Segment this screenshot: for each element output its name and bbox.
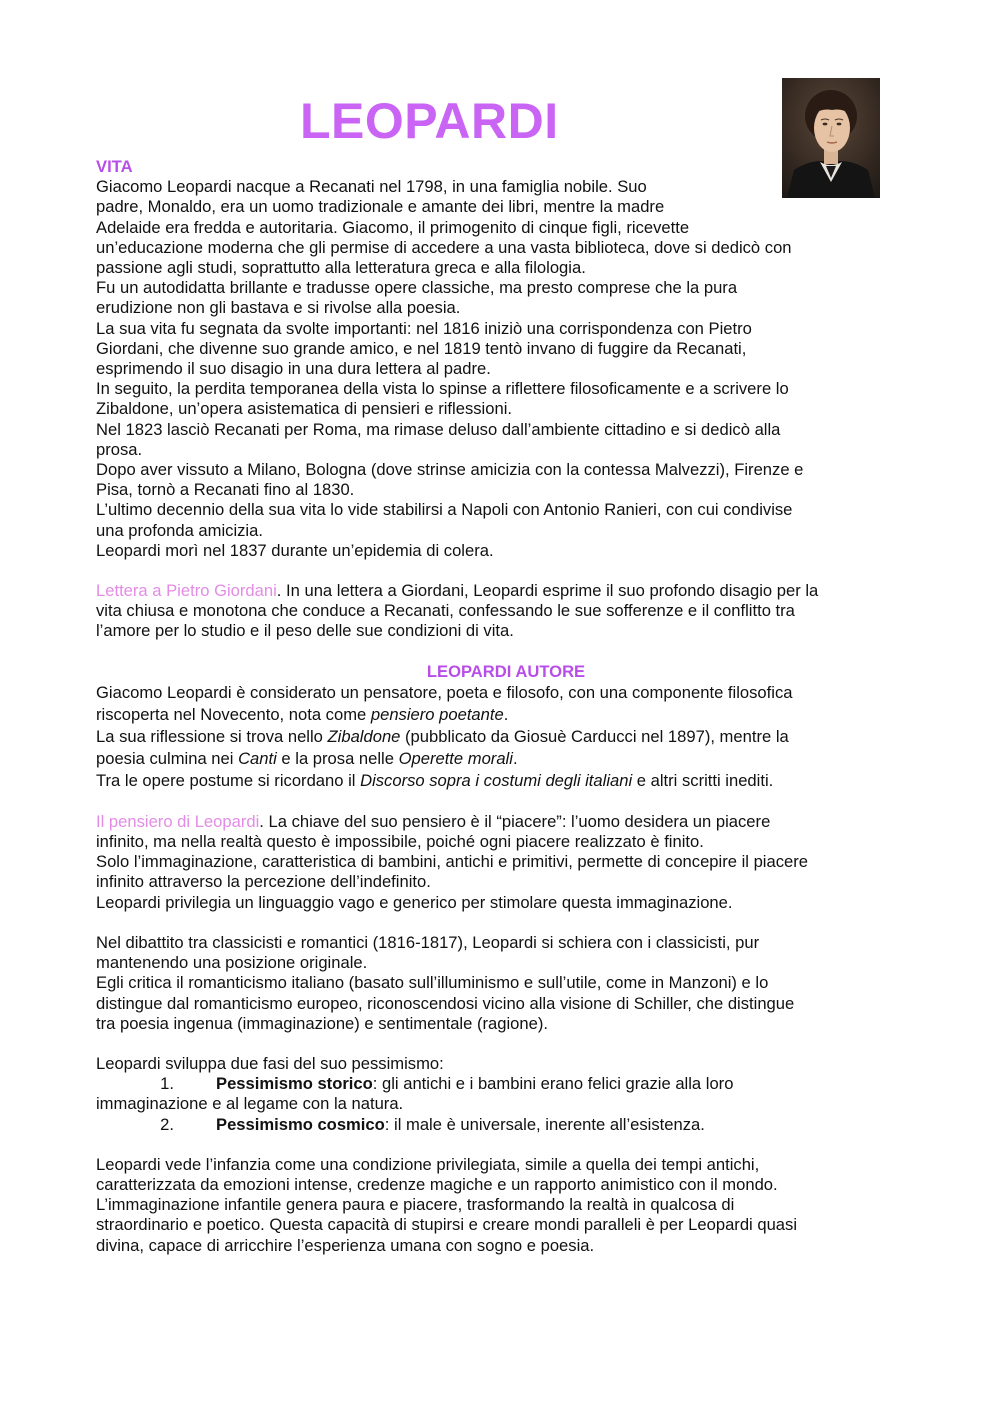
- vita-line: esprimendo il suo disagio in una dura lettera al padre.: [96, 359, 491, 379]
- list-item: 2. Pessimismo cosmico: il male è universale, inerente all’esistenza.: [160, 1114, 705, 1134]
- vita-line: Nel 1823 lasciò Recanati per Roma, ma rimase deluso dall’ambiente cittadino e si dedicò alla: [96, 419, 781, 439]
- pessimismo-section: [96, 1054, 916, 1135]
- autore-line: La sua riflessione si trova nello Zibaldone (pubblicato da Giosuè Carducci nel 1897), mentre la: [96, 726, 789, 746]
- vita-line: passione agli studi, soprattutto alla letteratura greca e alla filologia.: [96, 258, 586, 278]
- vita-line: La sua vita fu segnata da svolte importanti: nel 1816 iniziò una corrispondenza con Pietro: [96, 318, 752, 338]
- vita-line: Adelaide era fredda e autoritaria. Giacomo, il primogenito di cinque figli, ricevette: [96, 217, 690, 237]
- lettera-paragraph: [96, 581, 916, 642]
- autore-line: Giacomo Leopardi è considerato un pensatore, poeta e filosofo, con una componente filosofica: [96, 682, 793, 702]
- dibattito-line: Nel dibattito tra classicisti e romantici (1816-1817), Leopardi si schiera con i classicisti, pur: [96, 932, 760, 952]
- vita-paragraph: [96, 177, 916, 561]
- autore-line: riscoperta nel Novecento, nota come pensiero poetante.: [96, 704, 509, 724]
- infanzia-line: L’immaginazione infantile genera paura e piacere, trasformando la realtà in qualcosa di: [96, 1195, 735, 1215]
- autore-line: poesia culmina nei Canti e la prosa nelle Operette morali.: [96, 748, 518, 768]
- infanzia-line: caratterizzata da emozioni intense, credenze magiche e un rapporto animistico con il mondo.: [96, 1174, 778, 1194]
- list-item: 1. Pessimismo storico: gli antichi e i bambini erano felici grazie alla loro: [160, 1074, 734, 1094]
- pensiero-paragraph: [96, 812, 916, 913]
- section-heading-autore: LEOPARDI AUTORE: [426, 661, 586, 681]
- autore-paragraph: [96, 682, 916, 792]
- vita-line: un’educazione moderna che gli permise di accedere a una vasta biblioteca, dove si dedicò con: [96, 237, 792, 257]
- vita-line: Leopardi morì nel 1837 durante un’epidemia di colera.: [96, 540, 494, 560]
- dibattito-line: tra poesia ingenua (immaginazione) e sentimentale (ragione).: [96, 1013, 548, 1033]
- infanzia-line: straordinario e poetico. Questa capacità di stupirsi e creare mondi paralleli è per Leopardi quasi: [96, 1215, 798, 1235]
- lettera-line: . In una lettera a Giordani, Leopardi esprime il suo profondo disagio per la: [276, 581, 819, 601]
- vita-line: Dopo aver vissuto a Milano, Bologna (dove strinse amicizia con la contessa Malvezzi), Firenze e: [96, 460, 804, 480]
- vita-line: padre, Monaldo, era un uomo tradizionale e amante dei libri, mentre la madre: [96, 197, 665, 217]
- vita-line: Pisa, tornò a Recanati fino al 1830.: [96, 480, 355, 500]
- lettera-line: vita chiusa e monotona che conduce a Recanati, confessando le sue sofferenze e il conflitto tra: [96, 601, 795, 621]
- pensiero-line: infinito, ma nella realtà questo è impossibile, poiché ogni piacere realizzato è finito.: [96, 832, 704, 852]
- infanzia-line: Leopardi vede l’infanzia come una condizione privilegiata, simile a quella dei tempi antichi,: [96, 1154, 760, 1174]
- pensiero-line: . La chiave del suo pensiero è il “piacere”: l’uomo desidera un piacere: [259, 811, 771, 831]
- dibattito-line: mantenendo una posizione originale.: [96, 953, 368, 973]
- pensiero-label: Il pensiero di Leopardi: [96, 811, 260, 831]
- pensiero-line: Leopardi privilegia un linguaggio vago e generico per stimolare questa immaginazione.: [96, 892, 733, 912]
- vita-line: erudizione non gli bastava e si rivolse alla poesia.: [96, 298, 461, 318]
- section-heading-vita: VITA: [96, 157, 133, 176]
- dibattito-paragraph: [96, 933, 916, 1034]
- pensiero-line: Solo l’immaginazione, caratteristica di bambini, antichi e primitivi, permette di concepire il piacere: [96, 852, 808, 872]
- vita-line: Giacomo Leopardi nacque a Recanati nel 1798, in una famiglia nobile. Suo: [96, 177, 647, 197]
- infanzia-line: divina, capace di arricchire l’esperienza umana con sogno e poesia.: [96, 1235, 595, 1255]
- dibattito-line: distingue dal romanticismo europeo, riconoscendosi vicino alla visione di Schiller, che distingue: [96, 993, 795, 1013]
- vita-line: Zibaldone, un’opera asistematica di pensieri e riflessioni.: [96, 399, 512, 419]
- pessimismo-intro: Leopardi sviluppa due fasi del suo pessimismo:: [96, 1053, 444, 1073]
- vita-line: una profonda amicizia.: [96, 520, 263, 540]
- lettera-label: Lettera a Pietro Giordani: [96, 581, 277, 601]
- document-body: [96, 157, 916, 1256]
- pensiero-line: infinito attraverso la percezione dell’indefinito.: [96, 872, 431, 892]
- vita-line: In seguito, la perdita temporanea della vista lo spinse a riflettere filosoficamente e a scrivere lo: [96, 379, 789, 399]
- dibattito-line: Egli critica il romanticismo italiano (basato sull’illuminismo e sull’utile, come in Manzoni) e lo: [96, 973, 769, 993]
- autore-line: Tra le opere postume si ricordano il Discorso sopra i costumi degli italiani e altri scritti inediti.: [96, 770, 774, 790]
- vita-line: Fu un autodidatta brillante e tradusse opere classiche, ma presto comprese che la pura: [96, 278, 738, 298]
- list-item-continuation: immaginazione e al legame con la natura.: [96, 1094, 404, 1114]
- infanzia-paragraph: [96, 1155, 916, 1256]
- vita-line: L’ultimo decennio della sua vita lo vide stabilirsi a Napoli con Antonio Ranieri, con cui condivise: [96, 500, 793, 520]
- page-title: LEOPARDI: [300, 93, 559, 149]
- vita-line: prosa.: [96, 439, 143, 459]
- lettera-line: l’amore per lo studio e il peso delle sue condizioni di vita.: [96, 621, 514, 641]
- vita-line: Giordani, che divenne suo grande amico, e nel 1819 tentò invano di fuggire da Recanati,: [96, 338, 747, 358]
